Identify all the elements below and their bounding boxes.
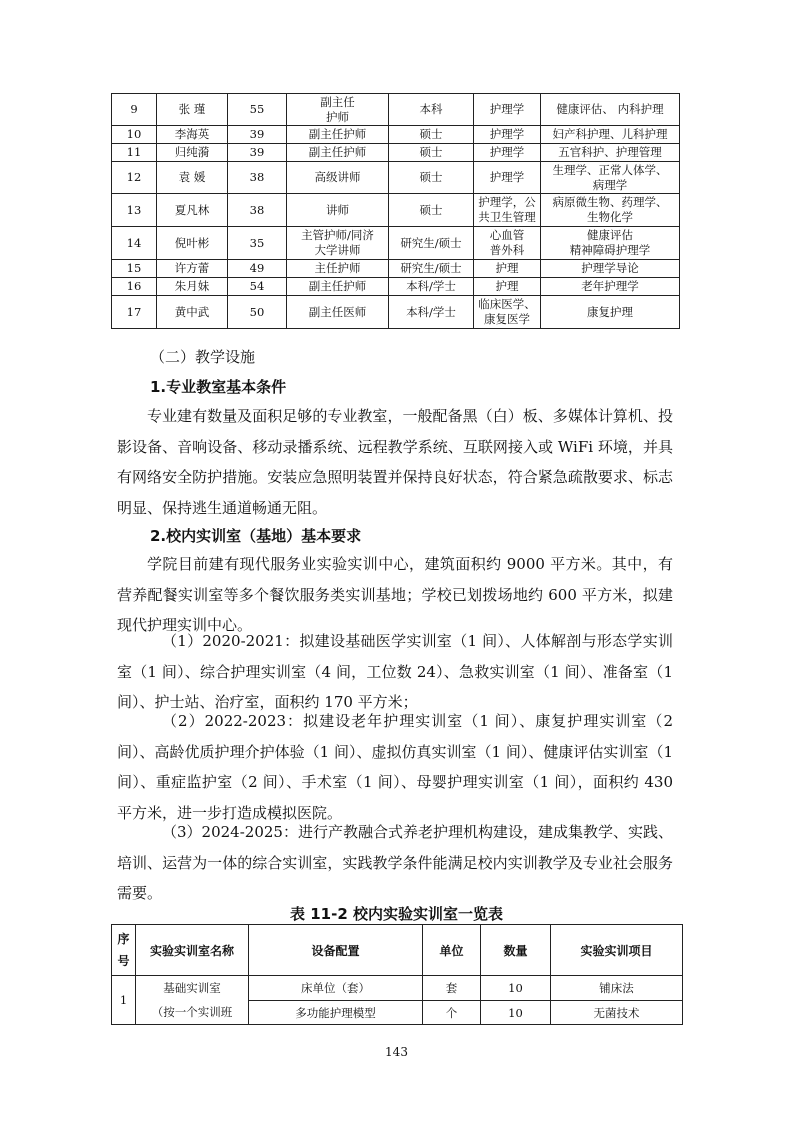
table-row: [112, 144, 680, 162]
title-cell: 讲师: [287, 194, 389, 227]
training-paragraph: 学院目前建有现代服务业实验实训中心，建筑面积约 9000 平方米。其中，有营养配餐实训室等多个餐饮服务类实训基地；学校已划拨场地约 600 平方米，拟建现代护理实训中心。: [117, 555, 673, 634]
courses-cell: 妇产科护理、儿科护理: [541, 126, 680, 144]
name-cell: 李海英: [157, 126, 228, 144]
table-row: [112, 194, 680, 227]
courses-cell: 康复护理: [541, 296, 680, 329]
row-number: 14: [112, 227, 157, 260]
major-cell: 护理: [474, 278, 541, 296]
faculty-table-body: [112, 94, 680, 329]
major-cell: 护理学，公 共卫生管理: [474, 194, 541, 227]
table-row: [112, 296, 680, 329]
labs-header-row: [112, 925, 683, 976]
row-number: 12: [112, 162, 157, 194]
age-cell: 39: [228, 144, 287, 162]
row-number: 1: [112, 976, 136, 1025]
age-cell: 54: [228, 278, 287, 296]
age-cell: 49: [228, 260, 287, 278]
equipment-cell: 床单位（套）: [249, 976, 423, 1001]
courses-cell: 五官科护、护理管理: [541, 144, 680, 162]
row-number: 15: [112, 260, 157, 278]
row-number: 13: [112, 194, 157, 227]
row-number: 9: [112, 94, 157, 126]
header-equipment: 设备配置: [249, 925, 423, 976]
row-number: 16: [112, 278, 157, 296]
title-cell: 主管护师/同济 大学讲师: [287, 227, 389, 260]
subsection-title-classrooms: 1.专业教室基本条件: [150, 378, 287, 396]
project-cell: 无菌技术: [551, 1001, 683, 1025]
name-cell: 许方蕾: [157, 260, 228, 278]
degree-cell: 研究生/硕士: [389, 260, 474, 278]
degree-cell: 本科/学士: [389, 296, 474, 329]
table-row: [112, 227, 680, 260]
title-cell: 高级讲师: [287, 162, 389, 194]
degree-cell: 硕士: [389, 162, 474, 194]
table-row: [112, 976, 683, 1001]
name-cell: 张 瑾: [157, 94, 228, 126]
header-project: 实验实训项目: [551, 925, 683, 976]
name-cell: 夏凡林: [157, 194, 228, 227]
title-cell: 副主任医师: [287, 296, 389, 329]
courses-cell: 老年护理学: [541, 278, 680, 296]
age-cell: 38: [228, 162, 287, 194]
classrooms-paragraph: 专业建有数量及面积足够的专业教室，一般配备黑（白）板、多媒体计算机、投影设备、音响设备、移动录播系统、远程教学系统、互联网接入或 WiFi 环境，并具有网络安全防护措施。安装应急照明装置并保持良好状态，符合紧急疏散要求、标志明显、保持逃生通道畅通无阻。: [117, 407, 673, 517]
major-cell: 护理: [474, 260, 541, 278]
project-cell: 铺床法: [551, 976, 683, 1001]
degree-cell: 本科/学士: [389, 278, 474, 296]
header-unit: 单位: [423, 925, 481, 976]
title-cell: 副主任护师: [287, 144, 389, 162]
equipment-cell: 多功能护理模型: [249, 1001, 423, 1025]
faculty-table: [111, 93, 680, 329]
major-cell: 护理学: [474, 144, 541, 162]
plan-2024-paragraph: （3）2024-2025：进行产教融合式养老护理机构建设，建成集教学、实践、培训、运营为一体的综合实训室，实践教学条件能满足校内实训教学及专业社会服务需要。: [117, 823, 673, 902]
table-row: [112, 278, 680, 296]
row-number: 10: [112, 126, 157, 144]
major-cell: 护理学: [474, 162, 541, 194]
title-cell: 副主任 护师: [287, 94, 389, 126]
row-number: 17: [112, 296, 157, 329]
title-cell: 副主任护师: [287, 278, 389, 296]
degree-cell: 硕士: [389, 194, 474, 227]
courses-cell: 护理学导论: [541, 260, 680, 278]
unit-cell: 套: [423, 976, 481, 1001]
table-row: [112, 126, 680, 144]
quantity-cell: 10: [481, 976, 551, 1001]
name-cell: 朱月妹: [157, 278, 228, 296]
labs-table: [111, 924, 683, 1025]
page-number: 143: [385, 1045, 408, 1059]
name-cell: 袁 媛: [157, 162, 228, 194]
title-cell: 主任护师: [287, 260, 389, 278]
table-row: [112, 1001, 683, 1025]
room-name-line1: 基础实训室: [136, 976, 249, 1001]
courses-cell: 健康评估、 内科护理: [541, 94, 680, 126]
age-cell: 39: [228, 126, 287, 144]
title-cell: 副主任护师: [287, 126, 389, 144]
header-no: 序 号: [112, 925, 136, 976]
subsection-title-training-rooms: 2.校内实训室（基地）基本要求: [150, 527, 362, 545]
header-quantity: 数量: [481, 925, 551, 976]
name-cell: 归纯漪: [157, 144, 228, 162]
courses-cell: 病原微生物、药理学、 生物化学: [541, 194, 680, 227]
name-cell: 黄中武: [157, 296, 228, 329]
table-row: [112, 260, 680, 278]
unit-cell: 个: [423, 1001, 481, 1025]
degree-cell: 研究生/硕士: [389, 227, 474, 260]
room-name-line2: （按一个实训班: [136, 1001, 249, 1025]
age-cell: 38: [228, 194, 287, 227]
age-cell: 55: [228, 94, 287, 126]
table-caption: 表 11-2 校内实验实训室一览表: [290, 905, 503, 923]
section-heading: （二）教学设施: [150, 348, 256, 366]
age-cell: 35: [228, 227, 287, 260]
name-cell: 倪叶彬: [157, 227, 228, 260]
row-number: 11: [112, 144, 157, 162]
table-row: [112, 162, 680, 194]
major-cell: 护理学: [474, 94, 541, 126]
table-row: [112, 94, 680, 126]
courses-cell: 健康评估 精神障碍护理学: [541, 227, 680, 260]
major-cell: 护理学: [474, 126, 541, 144]
quantity-cell: 10: [481, 1001, 551, 1025]
courses-cell: 生理学、正常人体学、 病理学: [541, 162, 680, 194]
plan-2020-paragraph: （1）2020-2021：拟建设基础医学实训室（1 间）、人体解剖与形态学实训室（1 间）、综合护理实训室（4 间，工位数 24）、急救实训室（1 间）、准备室（1 间）、护士站、治疗室，面积约 170 平方米；: [117, 632, 673, 711]
degree-cell: 硕士: [389, 126, 474, 144]
degree-cell: 硕士: [389, 144, 474, 162]
age-cell: 50: [228, 296, 287, 329]
degree-cell: 本科: [389, 94, 474, 126]
major-cell: 心血管 普外科: [474, 227, 541, 260]
major-cell: 临床医学、 康复医学: [474, 296, 541, 329]
header-room-name: 实验实训室名称: [136, 925, 249, 976]
plan-2022-paragraph: （2）2022-2023：拟建设老年护理实训室（1 间）、康复护理实训室（2 间）、高龄优质护理介护体验（1 间）、虚拟仿真实训室（1 间）、健康评估实训室（1 间）、重症监护室（2 间）、手术室（1 间）、母婴护理实训室（1 间），面积约 430 平方米，进一步打造成模拟医院。: [117, 712, 673, 822]
